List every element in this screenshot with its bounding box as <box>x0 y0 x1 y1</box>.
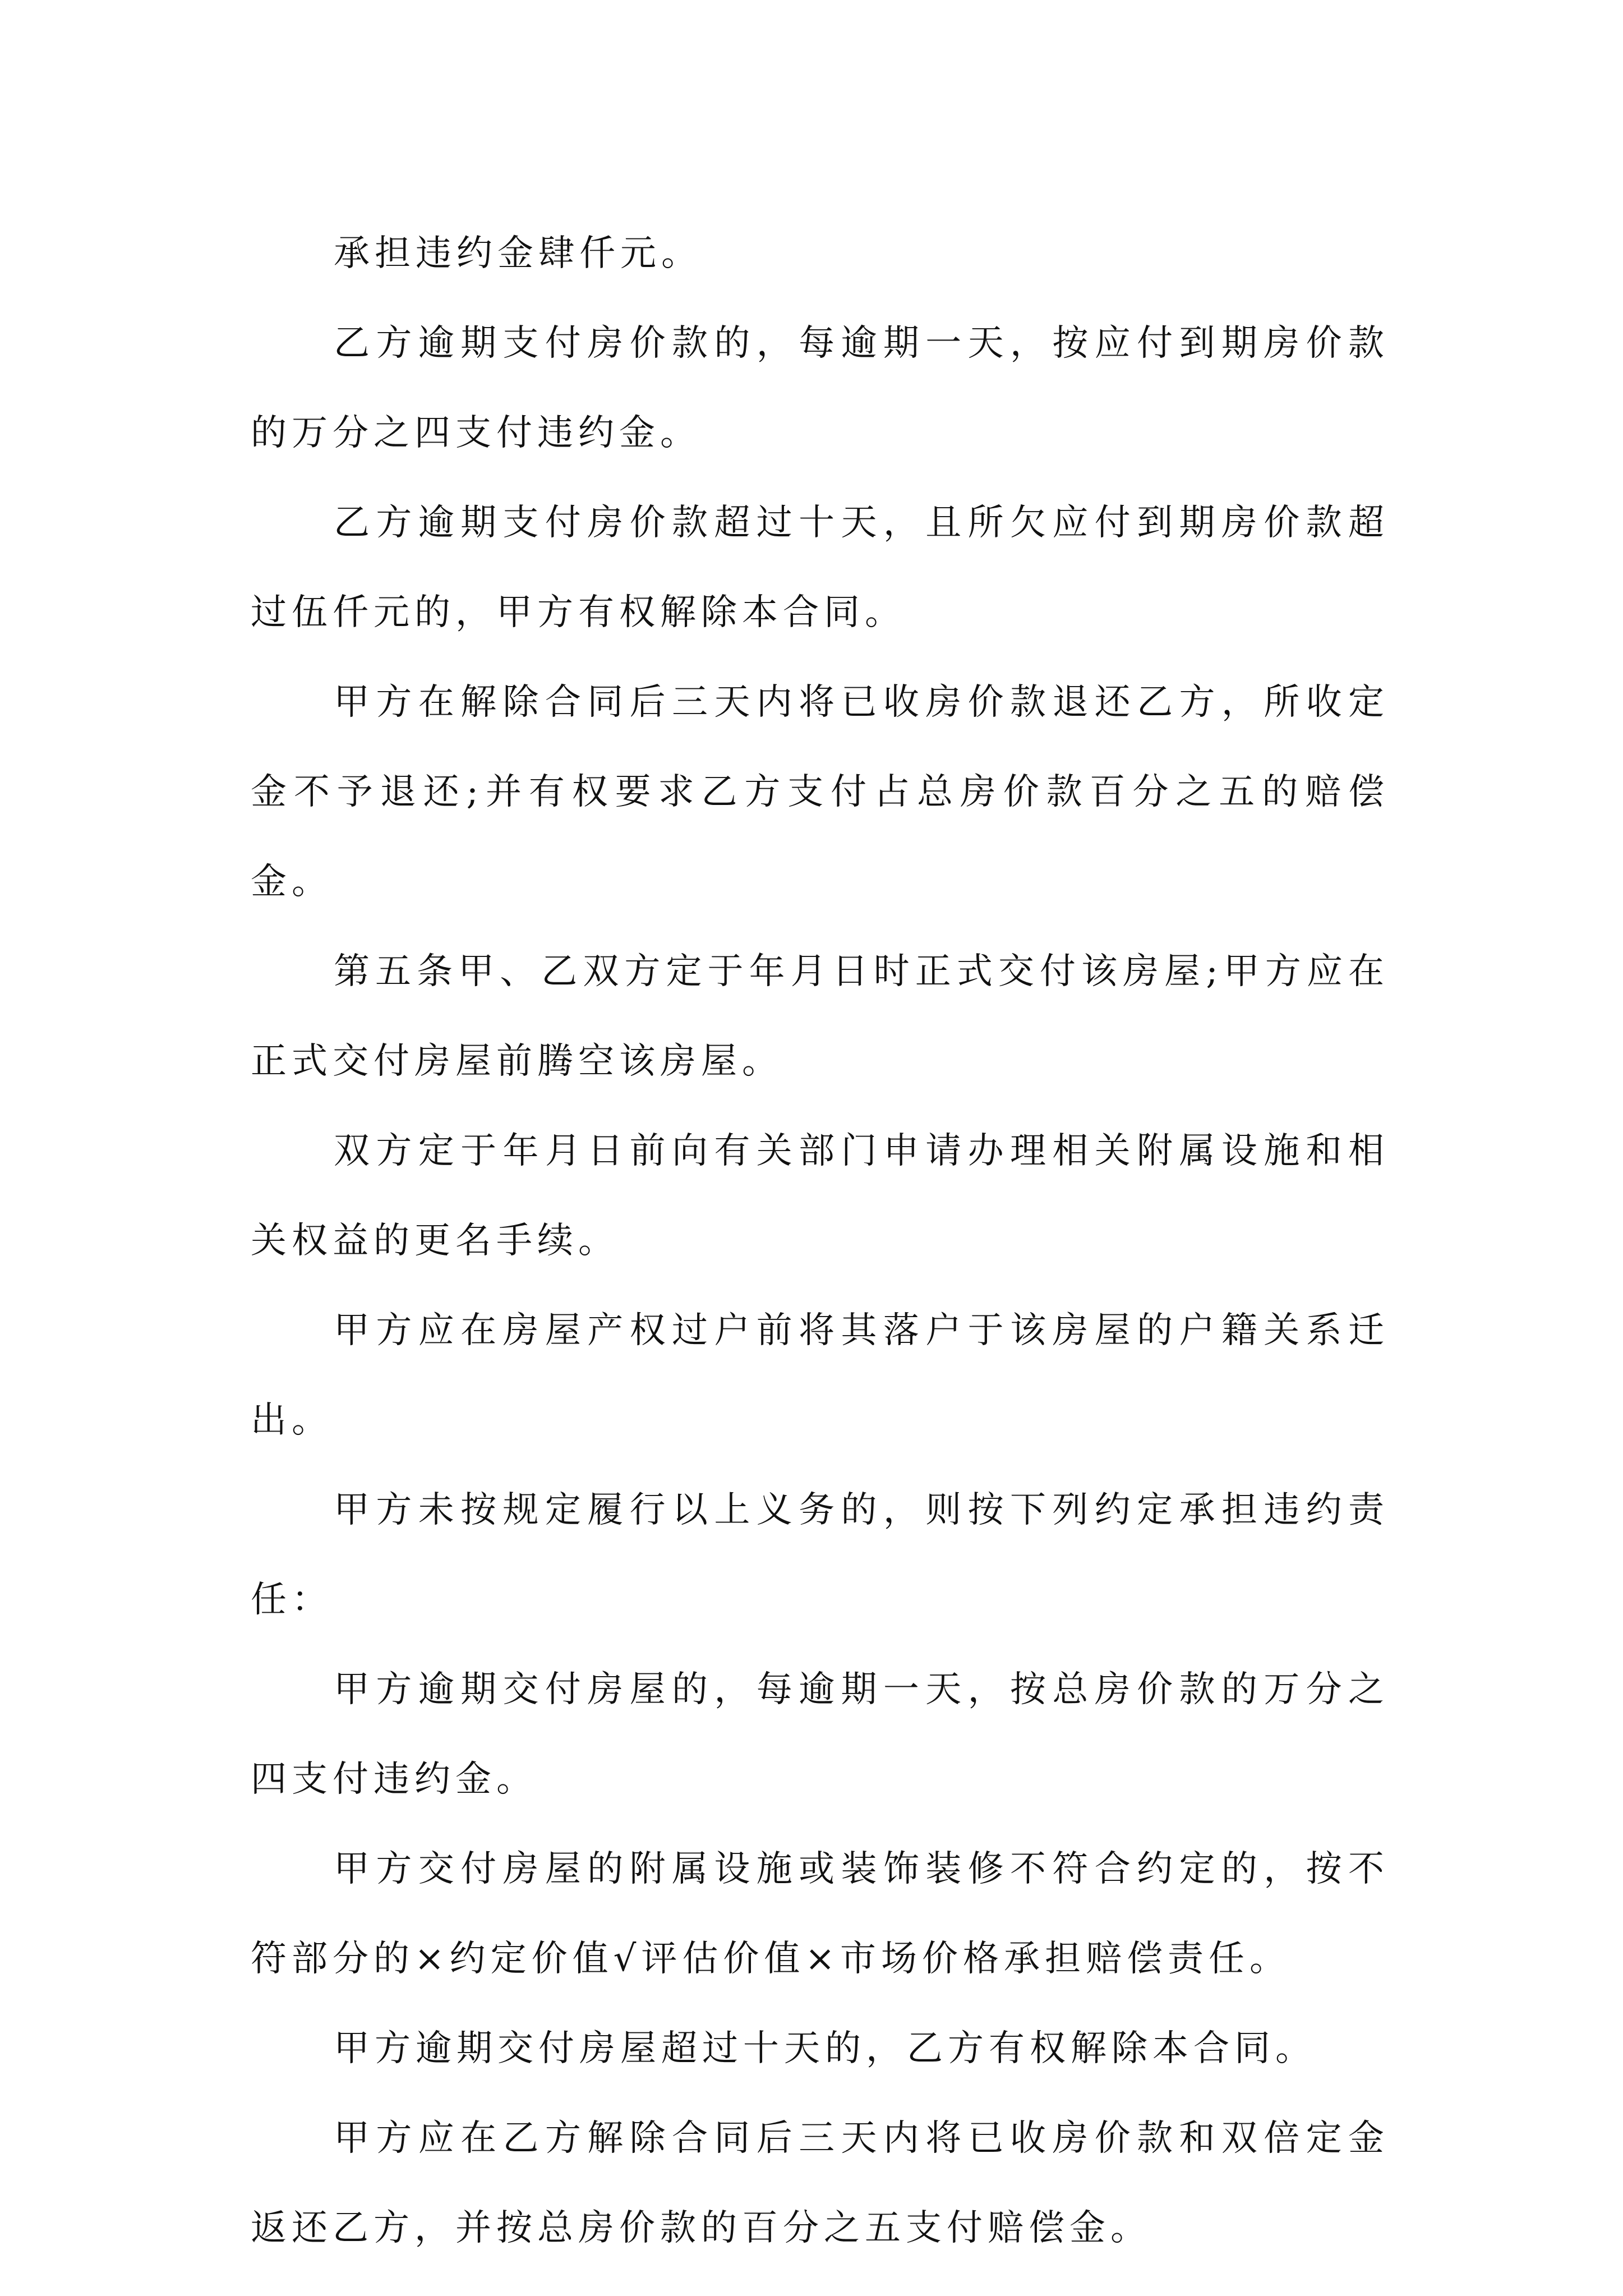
paragraph: 甲方在解除合同后三天内将已收房价款退还乙方，所收定金不予退还;并有权要求乙方支付占总房价款百分之五的赔偿金。 <box>251 682 1389 903</box>
paragraph: 甲方逾期交付房屋超过十天的，乙方有权解除本合同。 <box>334 2028 1316 2069</box>
paragraph: 乙方逾期支付房价款的，每逾期一天，按应付到期房价款的万分之四支付违约金。 <box>251 323 1389 454</box>
paragraph: 甲方未按规定履行以上义务的，则按下列约定承担违约责任： <box>251 1489 1389 1621</box>
paragraph: 甲方交付房屋的附属设施或装饰装修不符合约定的，按不符部分的×约定价值√评估价值×市场价格承担赔偿责任。 <box>251 1848 1389 1980</box>
paragraph: 第五条甲、乙双方定于年月日时正式交付该房屋;甲方应在正式交付房屋前腾空该房屋。 <box>251 951 1389 1082</box>
paragraph: 甲方应在房屋产权过户前将其落户于该房屋的户籍关系迁出。 <box>251 1310 1389 1441</box>
paragraph: 乙方逾期支付房价款超过十天，且所欠应付到期房价款超过伍仟元的，甲方有权解除本合同。 <box>251 502 1389 633</box>
paragraph: 承担违约金肆仟元。 <box>334 233 702 274</box>
document-body <box>251 209 1389 2273</box>
paragraph: 双方定于年月日前向有关部门申请办理相关附属设施和相关权益的更名手续。 <box>251 1130 1389 1262</box>
paragraph: 甲方逾期交付房屋的，每逾期一天，按总房价款的万分之四支付违约金。 <box>251 1669 1389 1800</box>
paragraph: 甲方应在乙方解除合同后三天内将已收房价款和双倍定金返还乙方，并按总房价款的百分之五支付赔偿金。 <box>251 2118 1389 2249</box>
